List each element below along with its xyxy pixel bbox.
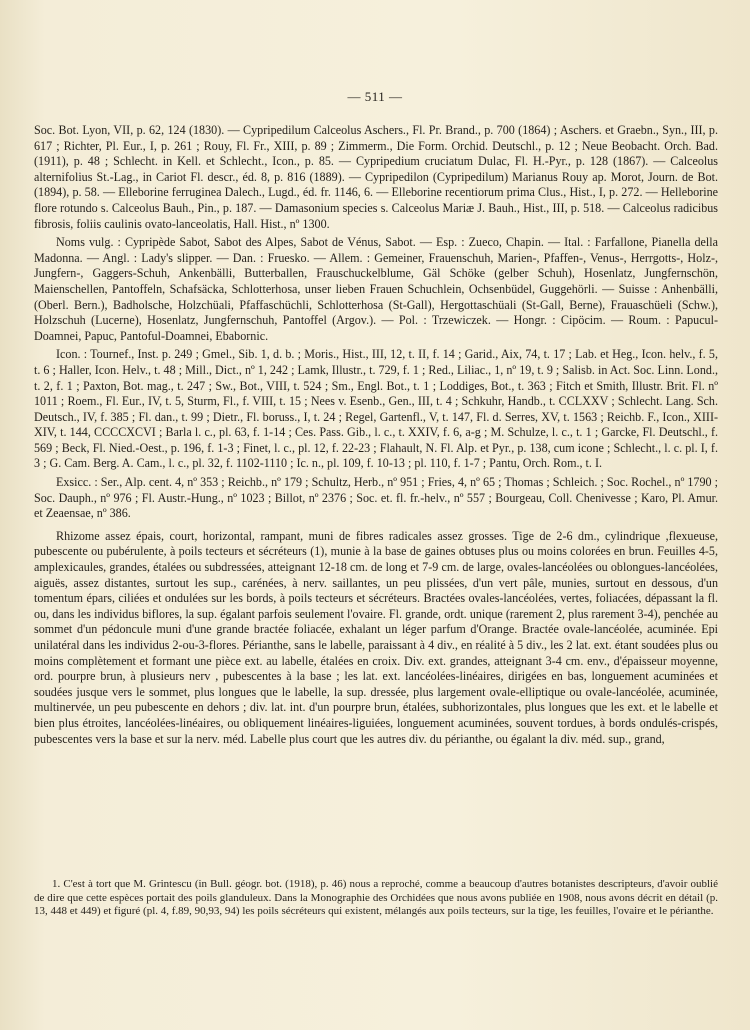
page-number: — 511 — (347, 89, 403, 104)
vernacular-names-paragraph: Noms vulg. : Cypripède Sabot, Sabot des Alpes, Sabot de Vénus, Sabot. — Esp. : Zueco, Chapin. — Ital. : Farfallone, Pianella della Madonna. — Angl. : Lady's slipper. — Dan. : Fruesko. — Allem. : Gemeiner, Frauenschuh, Marien-, Pfaffen-, Venus-, Herrgotts-, Holz-, Jungfern-, Gaggers-Schuh, Ankenbälli, Butterballen, Frauschuckelblume, Gäl Schöke (gelber Schuh), Hosenlatz, Jungfernschön, Maienschellen, Pantoffeln, Schafsäcka, Schlotterhosa, unser lieben Frauen Schuchlein, Ochsenbüdel, Guggehörli. — Suisse : Anhenbälli, (Oberl. Bern.), Badholsche, Holzchüali, Pfaffaschüchli, Schlotterhosa (St-Gall), Hergottaschüali (St-Gall, Berne), Frauaschüeli (Schw.), Holzschuh (Lucerne), Hosenlatz, Jungfernschuh, Pantoffel (Argov.). — Pol. : Trzewiczek. — Hongr. : Cipöcim. — Roum. : Papucul-Doamnei, Papuc, Pantoful-Doamnei, Ebabornic. (34, 235, 718, 343)
synonymy-paragraph: Soc. Bot. Lyon, VII, p. 62, 124 (1830). — Cypripedilum Calceolus Aschers., Fl. Pr. Brand., p. 700 (1864) ; Aschers. et Graebn., Syn., III, p. 617 ; Richter, Pl. Eur., I, p. 261 ; Rouy, Fl. Fr., XIII, p. 89 ; Zimmerm., Die Form. Orchid. Deutschl., p. 12 ; Neue Beobacht. Orch. Bad. (1911), p. 48 ; Schlecht. in Kell. et Schlecht., Icon., p. 85. — Cypripedium cruciatum Dulac, Fl. H.-Pyr., p. 128 (1867). — Calceolus alternifolius St.-Lag., in Cariot Fl. descr., éd. 8, p. 816 (1889). — Cypripedilon (Cypripedilum) Marianus Rouy ap. Morot, Journ. de Bot. (1894), p. 58. — Elleborine ferruginea Dalech., Lugd., éd. fr. 1146, 6. — Elleborine recentiorum prima Clus., Hist., I, p. 272. — Helleborine flore rotundo s. Calceolus Bauh., Pin., p. 187. — Damasonium species s. Calceolus Mariæ J. Bauh., Hist., III, p. 518. — Calceolus radicibus fibrosis, foliis caulinis ovato-lanceolatis, Hall. Hist., nº 1300. (34, 123, 718, 231)
footnote-text: 1. C'est à tort que M. Grintescu (in Bull. géogr. bot. (1918), p. 46) nous a reproché, comme a beaucoup d'autres botanistes descripteurs, d'avoir oublié de dire que cette espèces portait des poils glanduleux. Dans la Monographie des Orchidées que nous avons publiée en 1908, nous avons décrit en détail (p. 13, 448 et 449) et figuré (pl. 4, f.89, 90,93, 94) les poils sécréteurs qui existent, mélangés aux poils tecteurs, sur la tige, les feuilles, l'ovaire et le périanthe. (34, 878, 718, 918)
main-text (34, 123, 718, 747)
icones-paragraph: Icon. : Tournef., Inst. p. 249 ; Gmel., Sib. 1, d. b. ; Moris., Hist., III, 12, t. II, f. 14 ; Garid., Aix, 74, t. 17 ; Lab. et Heg., Icon. helv., f. 5, t. 6 ; Haller, Icon. Helv., t. 48 ; Mill., Dict., nº 1, 242 ; Lamk, Illustr., t. 729, f. 1 ; Red., Liliac., 1, nº 19, t. 9 ; Salisb. in Act. Soc. Linn. Lond., t. 2, f. 1 ; Paxton, Bot. mag., t. 247 ; Sw., Bot., VIII, t. 524 ; Sm., Engl. Bot., t. 1 ; Loddiges, Bot., t. 363 ; Fitch et Smith, Illustr. Brit. Fl. nº 1011 ; Roem., Fl. Eur., IV, t. 5, Sturm, Fl., f. VIII, t. 15 ; Nees v. Esenb., Gen., III, t. 4 ; Schkuhr, Handb., t. CCLXXV ; Schlecht. Lang. Sch. Deutsch., IV, f. 385 ; Fl. dan., t. 99 ; Dietr., Fl. boruss., I, t. 24 ; Regel, Gartenfl., V, t. 147, Fl. d. Serres, XV, t. 1563 ; Reichb. F., Icon., XIII-XIV, t. 144, CCCCXCVI ; Barla l. c., pl. 63, f. 1-14 ; Ces. Pass. Gib., l. c., t. XXIV, f. 6, a-g ; M. Schulze, l. c., t. 1 ; Garcke, Fl. Deutschl., f. 569 ; Beck, Fl. Nied.-Oest., p. 196, f. 1-3 ; Finet, l. c., pl. 12, f. 22-23 ; Flahault, N. Fl. Alp. et Pyr., p. 138, cum icone ; Schlecht., l. c. pl. I, f. 3 ; G. Cam. Berg. A. Cam., l. c., pl. 32, f. 1102-1110 ; Ic. n., pl. 109, f. 10-13 ; pl. 110, f. 1-7 ; Pantu, Orch. Rom., t. I. (34, 347, 718, 471)
exsiccata-paragraph: Exsicc. : Ser., Alp. cent. 4, nº 353 ; Reichb., nº 179 ; Schultz, Herb., nº 951 ; Fries, 4, nº 65 ; Thomas ; Schleich. ; Soc. Rochel., nº 1790 ; Soc. Dauph., nº 976 ; Fl. Austr.-Hung., nº 1023 ; Billot, nº 2376 ; Soc. et. fl. fr.-helv., nº 557 ; Bourgeau, Coll. Chenivesse ; Karo, Pl. Amur. et Zeaensae, nº 386. (34, 475, 718, 521)
footnote (34, 878, 718, 919)
description-paragraph: Rhizome assez épais, court, horizontal, rampant, muni de fibres radicales assez grosses. Tige de 2-6 dm., cylindrique ,flexueuse, pubescente ou pubérulente, à poils tecteurs et sécréteurs (1), munie à la base de gaines obtuses plus ou moins colorées en brun. Feuilles 4-5, amplexicaules, grandes, étalées ou subdressées, atteignant 12-18 cm. de long et 7-9 cm. de large, ovales-lancéolées ou oblongues-lancéolées, aiguës, assez distantes, surtout les sup., carénées, à nerv. saillantes, un peu plissées, d'un vert pâle, munies, surtout en dessous, d'un tomentum épars, ciliées et ondulées sur les bords, à poils tecteurs et sécréteurs. Bractées ovales-lancéolées, vertes, foliacées, dépassant la fl. ou, dans les individus biflores, la sup. égalant parfois seulement l'ovaire. Fl. grande, ordt. unique (rarement 2, plus rarement 3-4), penchée au sommet d'un pédoncule muni d'une grande bractée foliacée, exhalant un léger parfum d'Orange. Bractée ovale-lancéolée, acuminée. Epi unilatéral dans les individus 2-ou-3-flores. Périanthe, sans le labelle, paraissant à 4 div., en réalité à 5 div., les 2 lat. ext. étant soudées plus ou moins complètement et formant une pièce ext. au labelle, étalées en croix. Div. ext. grandes, atteignant 3-4 cm. env., d'épaisseur moyenne, ord. pourpre brun, à plusieurs nerv , pubescentes à la base ; les lat. ext. lancéolées-linéaires, dirigées en bas, longuement acuminées et soudées jusque vers le sommet, plus longues que le labelle, la sup. dressée, plus largement ovale-elliptique ou ovale-lancéolée, acuminée, multinervée, un peu pubescente en dehors ; div. lat. int. d'un pourpre brun, étalées, subhorizontales, plus longues que les ext. et le labelle et bien plus étroites, lancéolées-linéaires, ou obliquement linéaires-liguiées, longuement acuminées, souvent tordues, à bords ondulés-crispés, pubescentes vers la base et sur la nerv. méd. Labelle plus court que les autres div. du périanthe, ou égalant la div. méd. sup., grand, (34, 528, 718, 746)
